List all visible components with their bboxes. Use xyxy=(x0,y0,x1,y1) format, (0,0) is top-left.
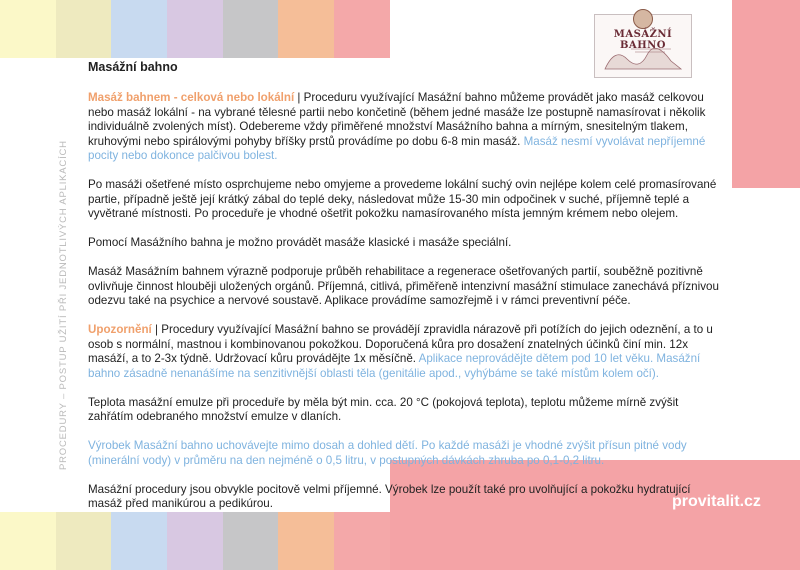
swatch-grey xyxy=(223,0,279,58)
paragraph-types: Pomocí Masážního bahna je možno provádět masáže klasické i masáže speciální. xyxy=(88,236,512,249)
color-strip-top xyxy=(0,0,390,58)
paragraph-text: | Proceduru využívající Masážní bahno můžeme provádět jako masáž celkovou nebo masáž lokální - na vybrané tělesné partii nebo končetině (během jedné masáže lze postupně namasírovat i několik individuálně zvolených míst). Odebereme vždy přiměřené množství Masážního bahna a mírným, snesitelným tlakem, kruhovými nebo spirálovými pohyby bříšky prstů provádíme po dobu 6-8 min masáž. xyxy=(88,91,706,148)
warning-note: Aplikace neprovádějte dětem pod 10 let věku. Masážní bahno zásadně nenanášíme na senzitivnější oblasti těla (genitálie apod., vyhýbáme se také místům kolem očí). xyxy=(88,352,701,380)
document-body xyxy=(88,60,726,526)
swatch-blue xyxy=(111,0,167,58)
paragraph-storage: Výrobek Masážní bahno uchovávejte mimo dosah a dohled dětí. Po každé masáži je vhodné zvýšit přísun pitné vody (minerální vody) v průměru na den nejméně o 0,5 litru, v postupných dávkách zhruba po 0,1-0,2 litru. xyxy=(88,439,687,467)
paragraph-benefits: Masáž Masážním bahnem výrazně podporuje průběh rehabilitace a regenerace ošetřovaných partií, souběžně pozitivně ovlivňuje činnost hlouběji uložených orgánů. Příjemná, citlivá, přiměřeně intenzivní masážní stimulace zanechává příznivou odezvu také na psychice a nervové soustavě. Aplikace provádíme samozřejmě i v rámci preventivní péče. xyxy=(88,265,719,307)
paragraph-massage xyxy=(88,91,726,164)
paragraph-text: | Procedury využívající Masážní bahno se provádějí zpravidla nárazově při potížích do jejich odeznění, a to u osob s normální, mastnou i kombinovanou pokožkou. Doporučená kůra pro dosažení znatelných účinků činí min. 12x masáží, a to 2-3x týdně. Udržovací kůru provádějte 1x měsíčně. xyxy=(88,323,713,365)
side-label: PROCEDURY – POSTUP UŽITÍ PŘI JEDNOTLIVÝCH APLIKACÍCH xyxy=(58,140,69,470)
pink-block-top xyxy=(732,0,800,188)
swatch-cream xyxy=(56,0,112,58)
paragraph-closing: Masážní procedury jsou obvykle pocitově velmi příjemné. Výrobek lze použít také pro uvolňující a pokožku hydratující masáž před manikúrou a pedikúrou. xyxy=(88,482,691,510)
swatch-pink xyxy=(334,0,390,58)
brand-link[interactable]: provitalit.cz xyxy=(672,493,761,510)
logo-title: MASÁŽNÍ BAHNO xyxy=(613,29,673,51)
swatch-yellow xyxy=(0,0,56,58)
swatch-orange xyxy=(278,0,334,58)
paragraph-aftercare: Po masáži ošetřené místo osprchujeme nebo omyjeme a provedeme lokální suchý ovin nejlépe kolem celé promasírované partie, případně ještě její krátký zábal do teplé deky, následovat může 15-30 min odpočinek v suché, příjemně teplé a vyvětrané místnosti. Po proceduře je vhodné ošetřit pokožku namasírovaného místa jemným krémem nebo olejem. xyxy=(88,178,717,220)
section-heading: Masáž bahnem - celková nebo lokální xyxy=(88,91,295,104)
swatch-yellow xyxy=(0,512,56,570)
medal-icon xyxy=(633,9,653,29)
swatch-lilac xyxy=(167,0,223,58)
paragraph-temperature: Teplota masážní emulze při proceduře by měla být min. cca. 20 °C (pokojová teplota), teplotu můžeme mírně zvýšit zahřátím odebraného množství emulze v dlaních. xyxy=(88,395,679,423)
warning-note: Masáž nesmí vyvolávat nepříjemné pocity nebo dokonce palčivou bolest. xyxy=(88,134,706,162)
paragraph-warning xyxy=(88,323,726,381)
section-heading: Upozornění xyxy=(88,323,152,336)
page-title: Masážní bahno xyxy=(88,60,178,74)
